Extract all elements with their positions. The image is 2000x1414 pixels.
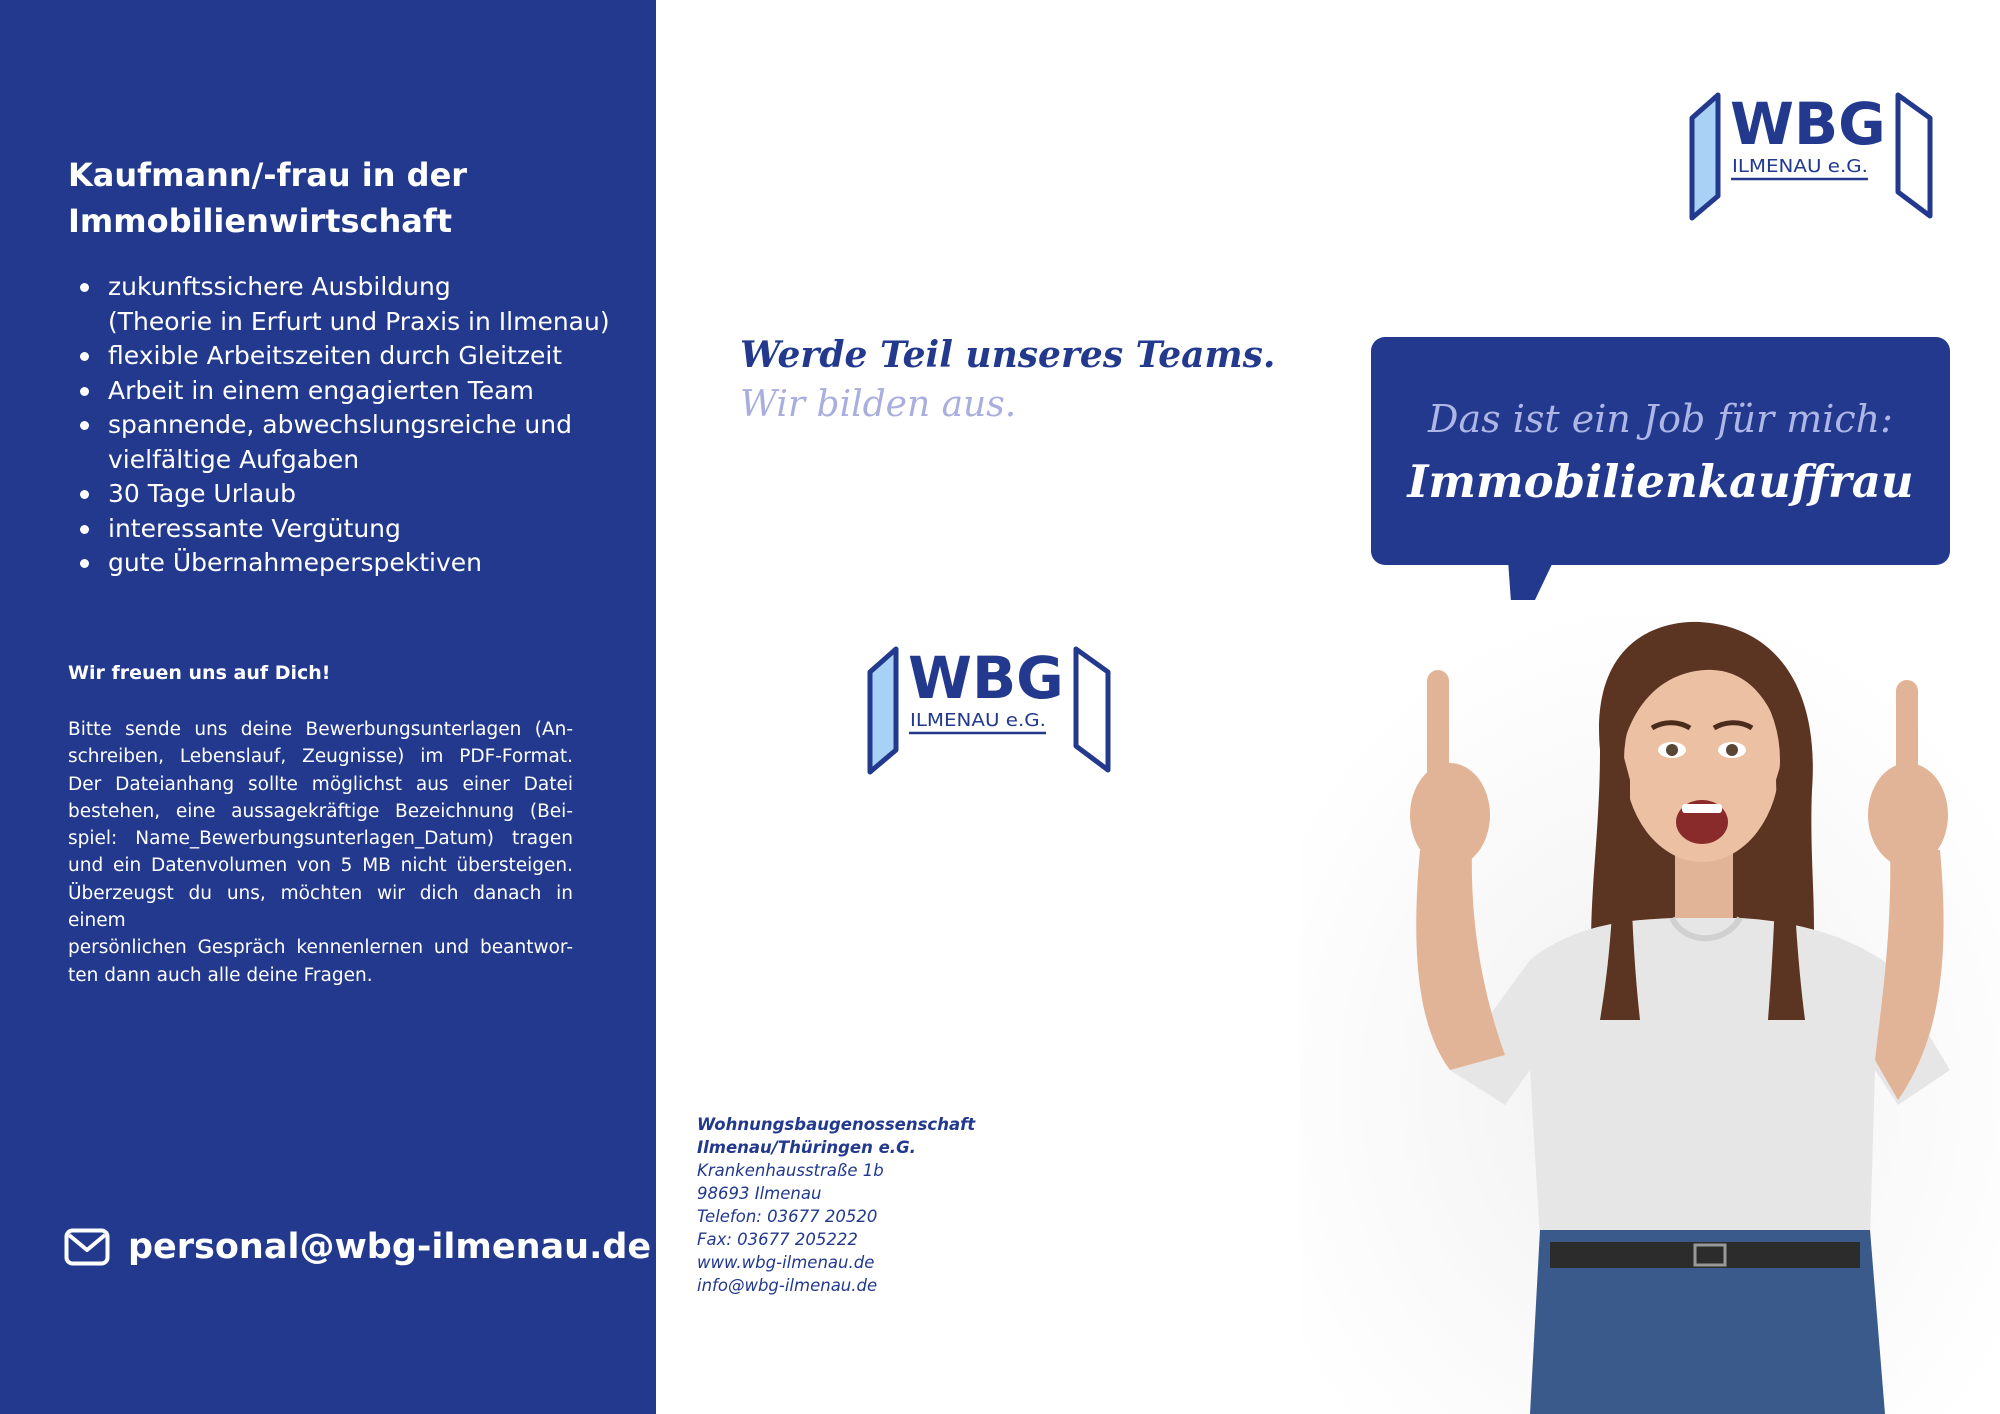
benefit-text: vielfältige Aufgaben (108, 444, 360, 474)
address-email[interactable]: info@wbg-ilmenau.de (697, 1276, 878, 1295)
address-company-2: Ilmenau/Thüringen e.G. (697, 1138, 916, 1157)
address-phone: Telefon: 03677 20520 (697, 1207, 878, 1226)
application-line: Der Dateianhang sollte möglichst aus einer Datei (68, 773, 573, 795)
benefit-text: Arbeit in einem engagierten Team (108, 375, 534, 405)
benefits-list (68, 270, 628, 581)
benefit-text: flexible Arbeitszeiten durch Gleitzeit (108, 341, 563, 370)
application-line: Überzeugst du uns, möchten wir dich danach in einem (68, 882, 573, 932)
benefit-text: 30 Tage Urlaub (108, 479, 296, 508)
application-line: persönlichen Gespräch kennenlernen und beantwor- (68, 937, 573, 959)
slogan-main: Werde Teil unseres Teams. (740, 334, 1276, 376)
envelope-icon (64, 1228, 110, 1266)
benefit-text: (Theorie in Erfurt und Praxis in Ilmenau) (108, 306, 610, 336)
wbg-logo-top (1688, 92, 1944, 222)
logo-right-door (1076, 649, 1108, 770)
application-line: und ein Datenvolumen von 5 MB nicht übersteigen. (68, 855, 573, 877)
application-text (68, 716, 573, 989)
speech-bubble (1371, 337, 1950, 565)
address-street: Krankenhausstraße 1b (697, 1161, 884, 1180)
address-block (697, 1113, 977, 1297)
benefit-item (68, 270, 628, 339)
address-fax: Fax: 03677 205222 (697, 1230, 858, 1249)
address-city: 98693 Ilmenau (697, 1184, 822, 1203)
logo-name: WBG (1730, 92, 1886, 158)
application-line: spiel: Name_Bewerbungsunterlagen_Datum) tragen (68, 828, 573, 850)
wbg-logo-middle (866, 646, 1122, 776)
benefit-text: gute Übernahmeperspektiven (108, 548, 483, 577)
benefit-text: interessante Vergütung (108, 513, 401, 543)
application-line: Bitte sende uns deine Bewerbungsunterlagen (An- (68, 719, 573, 740)
bubble-line1: Das ist ein Job für mich: (1428, 397, 1893, 441)
application-line: schreiben, Lebenslauf, Zeugnisse) im PDF-Format. (68, 746, 573, 768)
job-title-line: Immobilienwirtschaft (68, 202, 453, 240)
application-line: bestehen, eine aussagekräftige Bezeichnung (Bei- (68, 800, 573, 822)
benefit-item (68, 408, 628, 477)
benefit-item (68, 339, 628, 374)
benefit-item (68, 477, 628, 512)
logo-right-door (1898, 95, 1930, 216)
logo-name: WBG (908, 646, 1064, 712)
benefit-item (68, 374, 628, 409)
logo-left-door (870, 649, 896, 772)
bubble-line2: Immobilienkauffrau (1407, 455, 1914, 508)
logo-subtitle: ILMENAU e.G. (1732, 156, 1868, 177)
slogan-sub: Wir bilden aus. (740, 384, 1017, 425)
contact-email[interactable] (64, 1222, 651, 1272)
left-panel (0, 0, 656, 1414)
job-title (68, 152, 608, 244)
benefit-text: zukunftssichere Ausbildung (108, 272, 451, 301)
address-company: Wohnungsbaugenossenschaft (697, 1115, 976, 1134)
logo-subtitle: ILMENAU e.G. (910, 710, 1046, 731)
job-title-line: Kaufmann/-frau in der (68, 156, 468, 194)
email-address[interactable]: personal@wbg-ilmenau.de (128, 1227, 652, 1267)
application-line: ten dann auch alle deine Fragen. (68, 964, 373, 986)
benefit-item (68, 546, 628, 581)
slogan (740, 330, 1275, 430)
benefit-text: spannende, abwechslungsreiche und (108, 410, 572, 439)
benefit-item (68, 512, 628, 547)
woman-photo (1300, 600, 2000, 1414)
logo-left-door (1692, 95, 1718, 218)
greeting: Wir freuen uns auf Dich! (68, 662, 331, 684)
address-website[interactable]: www.wbg-ilmenau.de (697, 1253, 875, 1272)
